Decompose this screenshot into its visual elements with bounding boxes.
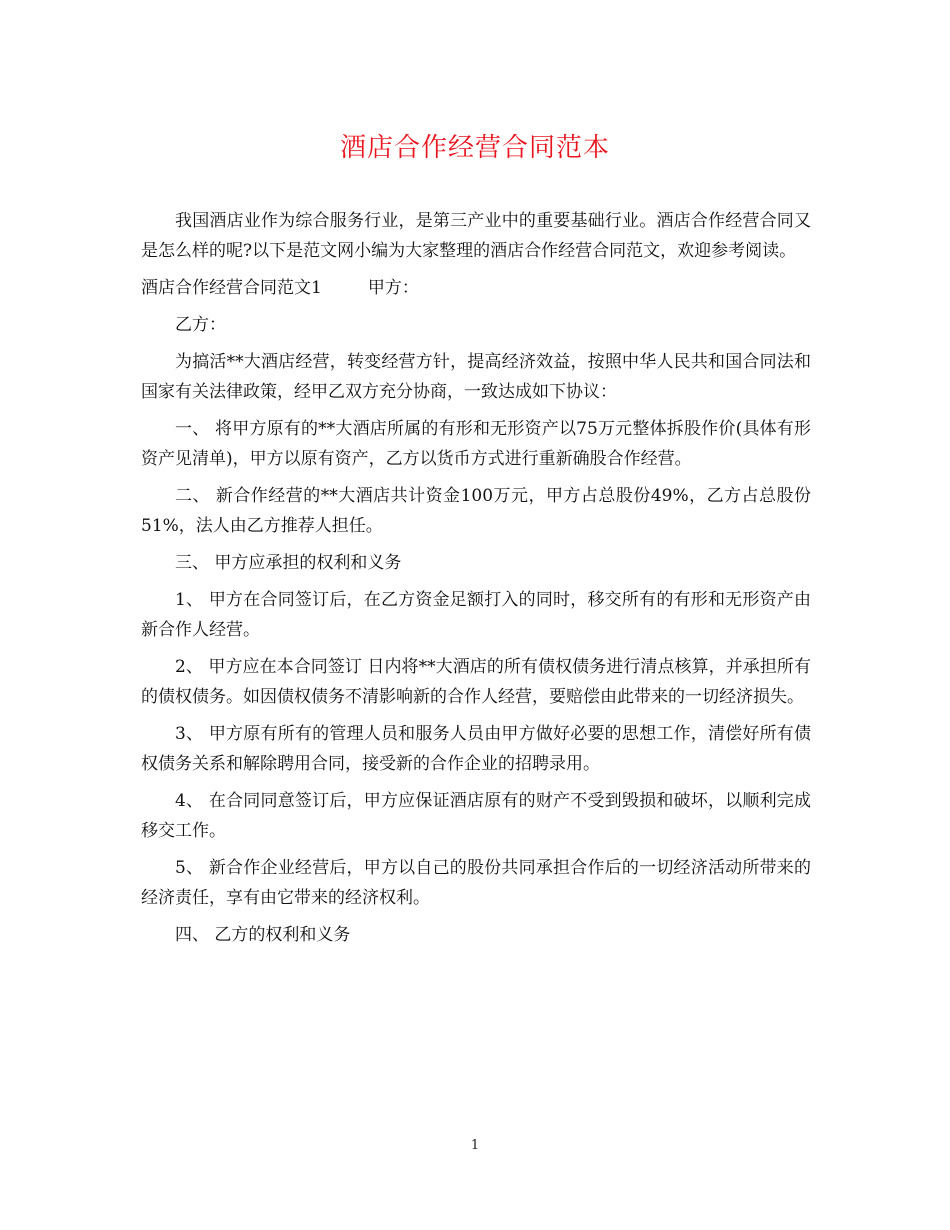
clause-paragraph: 1、 甲方在合同签订后，在乙方资金足额打入的同时，移交所有的有形和无形资产由新合作人经营。 [141,590,811,640]
clause-paragraph: 5、 新合作企业经营后，甲方以自己的股份共同承担合作后的一切经济活动所带来的经济责任，享有由它带来的经济权利。 [141,858,811,908]
sample-heading-line [141,273,811,303]
clause-paragraph: 3、 甲方原有所有的管理人员和服务人员由甲方做好必要的思想工作，清偿好所有债权债务关系和解除聘用合同，接受新的合作企业的招聘录用。 [141,724,811,774]
clause-paragraph: 二、 新合作经营的**大酒店共计资金100万元，甲方占总股份49%，乙方占总股份51%，法人由乙方推荐人担任。 [141,486,811,536]
document-body [141,206,811,957]
party-b-label: 乙方： [175,315,226,335]
clause-paragraph: 四、 乙方的权利和义务 [175,925,351,945]
page-number: 1 [470,1138,480,1153]
sample-heading: 酒店合作经营合同范文1 [141,278,322,298]
preamble-paragraph: 为搞活**大酒店经营，转变经营方针，提高经济效益，按照中华人民共和国合同法和国家有关法律政策，经甲乙双方充分协商，一致达成如下协议： [141,352,811,402]
intro-paragraph: 我国酒店业作为综合服务行业，是第三产业中的重要基础行业。酒店合作经营合同又是怎么样的呢?以下是范文网小编为大家整理的酒店合作经营合同范文，欢迎参考阅读。 [141,211,811,261]
clause-paragraph: 2、 甲方应在本合同签订 日内将**大酒店的所有债权债务进行清点核算，并承担所有的债权债务。如因债权债务不清影响新的合作人经营，要赔偿由此带来的一切经济损失。 [141,657,811,707]
clause-paragraph: 三、 甲方应承担的权利和义务 [175,553,402,573]
clause-paragraph: 一、 将甲方原有的**大酒店所属的有形和无形资产以75万元整体拆股作价(具体有形资产见清单)，甲方以原有资产，乙方以货币方式进行重新确股合作经营。 [141,419,811,469]
party-a-label: 甲方： [367,278,419,298]
clause-paragraph: 4、 在合同同意签订后，甲方应保证酒店原有的财产不受到毁损和破坏，以顺利完成移交工作。 [141,791,811,841]
document-title: 酒店合作经营合同范本 [339,133,610,163]
